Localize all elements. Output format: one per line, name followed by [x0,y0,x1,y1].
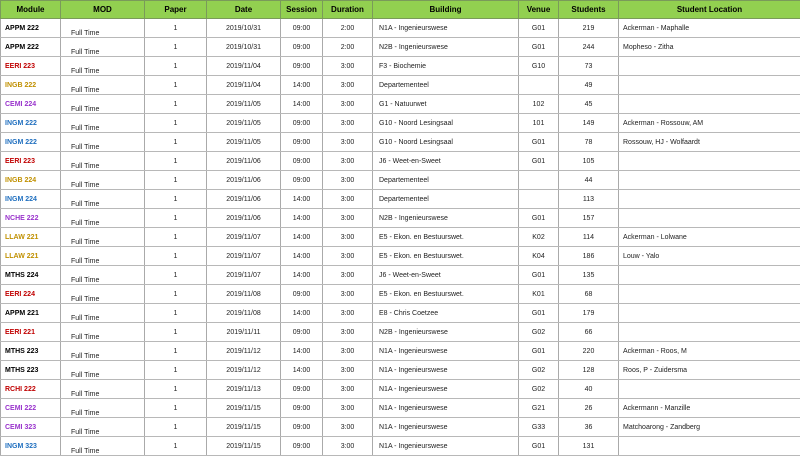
session-cell: 14:00 [281,76,323,95]
venue-cell: G01 [519,266,559,285]
mod-cell: Full Time [61,342,145,361]
module-cell: APPM 222 [1,38,61,57]
duration-cell: 3:00 [323,342,373,361]
venue-cell: G02 [519,380,559,399]
module-cell: APPM 221 [1,304,61,323]
column-header: Module [1,1,61,19]
table-row [1,266,800,285]
date-cell: 2019/11/07 [207,266,281,285]
mod-cell: Full Time [61,152,145,171]
paper-cell: 1 [145,437,207,456]
module-cell: LLAW 221 [1,247,61,266]
date-cell: 2019/11/12 [207,361,281,380]
students-cell: 68 [559,285,619,304]
duration-cell: 3:00 [323,95,373,114]
module-cell: EERI 223 [1,57,61,76]
venue-cell: G01 [519,38,559,57]
session-cell: 09:00 [281,171,323,190]
module-cell: INGM 222 [1,114,61,133]
table-row [1,304,800,323]
students-cell: 36 [559,418,619,437]
date-cell: 2019/11/05 [207,133,281,152]
duration-cell: 3:00 [323,133,373,152]
module-cell: EERI 221 [1,323,61,342]
venue-cell: G10 [519,57,559,76]
building-cell: J6 - Weet-en-Sweet [373,152,519,171]
students-cell: 113 [559,190,619,209]
venue-cell: K01 [519,285,559,304]
table-row [1,361,800,380]
table-row [1,19,800,38]
paper-cell: 1 [145,247,207,266]
venue-cell: K04 [519,247,559,266]
mod-cell: Full Time [61,228,145,247]
session-cell: 14:00 [281,95,323,114]
column-header: Paper [145,1,207,19]
duration-cell: 2:00 [323,19,373,38]
student-location-cell [619,57,800,76]
module-cell: LLAW 221 [1,228,61,247]
date-cell: 2019/11/06 [207,152,281,171]
table-row [1,152,800,171]
student-location-cell: Roos, P - Zuidersma [619,361,800,380]
mod-cell: Full Time [61,323,145,342]
session-cell: 09:00 [281,418,323,437]
module-cell: RCHI 222 [1,380,61,399]
building-cell: Departementeel [373,76,519,95]
date-cell: 2019/11/07 [207,247,281,266]
student-location-cell [619,171,800,190]
student-location-cell [619,437,800,456]
date-cell: 2019/11/06 [207,190,281,209]
module-cell: EERI 223 [1,152,61,171]
paper-cell: 1 [145,171,207,190]
students-cell: 244 [559,38,619,57]
column-header: Students [559,1,619,19]
module-cell: MTHS 223 [1,342,61,361]
mod-cell: Full Time [61,95,145,114]
venue-cell: G01 [519,19,559,38]
mod-cell: Full Time [61,285,145,304]
duration-cell: 3:00 [323,171,373,190]
building-cell: N1A - Ingenieurswese [373,380,519,399]
mod-cell: Full Time [61,57,145,76]
building-cell: E5 - Ekon. en Bestuurswet. [373,285,519,304]
paper-cell: 1 [145,19,207,38]
date-cell: 2019/11/07 [207,228,281,247]
students-cell: 73 [559,57,619,76]
paper-cell: 1 [145,228,207,247]
table-row [1,114,800,133]
duration-cell: 3:00 [323,114,373,133]
module-cell: INGM 224 [1,190,61,209]
module-cell: MTHS 223 [1,361,61,380]
paper-cell: 1 [145,95,207,114]
paper-cell: 1 [145,190,207,209]
student-location-cell: Rossouw, HJ - Wolfaardt [619,133,800,152]
session-cell: 14:00 [281,247,323,266]
date-cell: 2019/10/31 [207,38,281,57]
students-cell: 66 [559,323,619,342]
module-cell: EERI 224 [1,285,61,304]
venue-cell: G01 [519,342,559,361]
building-cell: N1A - Ingenieurswese [373,437,519,456]
paper-cell: 1 [145,380,207,399]
student-location-cell [619,95,800,114]
session-cell: 14:00 [281,361,323,380]
module-cell: MTHS 224 [1,266,61,285]
mod-cell: Full Time [61,38,145,57]
module-cell: CEMI 224 [1,95,61,114]
table-row [1,399,800,418]
students-cell: 220 [559,342,619,361]
duration-cell: 3:00 [323,323,373,342]
building-cell: E8 - Chris Coetzee [373,304,519,323]
venue-cell [519,171,559,190]
mod-cell: Full Time [61,171,145,190]
column-header: Date [207,1,281,19]
column-header: Venue [519,1,559,19]
paper-cell: 1 [145,304,207,323]
paper-cell: 1 [145,114,207,133]
session-cell: 09:00 [281,380,323,399]
paper-cell: 1 [145,266,207,285]
table-row [1,171,800,190]
mod-cell: Full Time [61,190,145,209]
session-cell: 14:00 [281,190,323,209]
session-cell: 09:00 [281,19,323,38]
students-cell: 135 [559,266,619,285]
venue-cell: 102 [519,95,559,114]
session-cell: 09:00 [281,133,323,152]
column-header: Duration [323,1,373,19]
date-cell: 2019/11/06 [207,171,281,190]
building-cell: N2B - Ingenieurswese [373,209,519,228]
mod-cell: Full Time [61,133,145,152]
student-location-cell: Ackermann - Manzille [619,399,800,418]
duration-cell: 3:00 [323,152,373,171]
building-cell: N1A - Ingenieurswese [373,361,519,380]
student-location-cell [619,380,800,399]
date-cell: 2019/11/06 [207,209,281,228]
date-cell: 2019/11/04 [207,76,281,95]
mod-cell: Full Time [61,304,145,323]
mod-cell: Full Time [61,247,145,266]
table-row [1,380,800,399]
paper-cell: 1 [145,38,207,57]
mod-cell: Full Time [61,19,145,38]
students-cell: 157 [559,209,619,228]
student-location-cell: Ackerman - Lolwane [619,228,800,247]
student-location-cell [619,304,800,323]
session-cell: 09:00 [281,38,323,57]
duration-cell: 3:00 [323,304,373,323]
student-location-cell: Louw - Yalo [619,247,800,266]
duration-cell: 2:00 [323,38,373,57]
date-cell: 2019/10/31 [207,19,281,38]
column-header: MOD [61,1,145,19]
mod-cell: Full Time [61,76,145,95]
duration-cell: 3:00 [323,399,373,418]
mod-cell: Full Time [61,114,145,133]
paper-cell: 1 [145,323,207,342]
session-cell: 14:00 [281,266,323,285]
duration-cell: 3:00 [323,361,373,380]
module-cell: CEMI 222 [1,399,61,418]
mod-cell: Full Time [61,209,145,228]
venue-cell: G21 [519,399,559,418]
student-location-cell [619,285,800,304]
date-cell: 2019/11/05 [207,114,281,133]
paper-cell: 1 [145,361,207,380]
session-cell: 14:00 [281,228,323,247]
venue-cell: G01 [519,304,559,323]
session-cell: 09:00 [281,437,323,456]
column-header: Student Location [619,1,800,19]
duration-cell: 3:00 [323,418,373,437]
duration-cell: 3:00 [323,247,373,266]
venue-cell: G01 [519,152,559,171]
paper-cell: 1 [145,76,207,95]
table-row [1,247,800,266]
building-cell: G1 - Natuurwet [373,95,519,114]
column-header: Session [281,1,323,19]
date-cell: 2019/11/15 [207,418,281,437]
date-cell: 2019/11/08 [207,304,281,323]
session-cell: 14:00 [281,342,323,361]
session-cell: 09:00 [281,57,323,76]
mod-cell: Full Time [61,399,145,418]
duration-cell: 3:00 [323,380,373,399]
venue-cell: G02 [519,323,559,342]
mod-cell: Full Time [61,418,145,437]
table-row [1,437,800,456]
student-location-cell: Mopheso - Zitha [619,38,800,57]
venue-cell: G33 [519,418,559,437]
session-cell: 09:00 [281,399,323,418]
student-location-cell [619,76,800,95]
date-cell: 2019/11/04 [207,57,281,76]
building-cell: G10 - Noord Lesingsaal [373,133,519,152]
student-location-cell: Matchoarong - Zandberg [619,418,800,437]
mod-cell: Full Time [61,266,145,285]
column-header: Building [373,1,519,19]
building-cell: N1A - Ingenieurswese [373,399,519,418]
paper-cell: 1 [145,209,207,228]
building-cell: F3 - Biochemie [373,57,519,76]
date-cell: 2019/11/15 [207,399,281,418]
students-cell: 40 [559,380,619,399]
session-cell: 14:00 [281,304,323,323]
module-cell: INGB 222 [1,76,61,95]
venue-cell: G01 [519,437,559,456]
table-row [1,190,800,209]
duration-cell: 3:00 [323,76,373,95]
venue-cell: 101 [519,114,559,133]
students-cell: 49 [559,76,619,95]
date-cell: 2019/11/13 [207,380,281,399]
paper-cell: 1 [145,285,207,304]
students-cell: 179 [559,304,619,323]
venue-cell: G01 [519,133,559,152]
table-row [1,285,800,304]
building-cell: N1A - Ingenieurswese [373,19,519,38]
students-cell: 128 [559,361,619,380]
table-row [1,57,800,76]
table-row [1,342,800,361]
students-cell: 114 [559,228,619,247]
module-cell: CEMI 323 [1,418,61,437]
building-cell: Departementeel [373,171,519,190]
student-location-cell: Ackerman - Rossouw, AM [619,114,800,133]
table-row [1,133,800,152]
student-location-cell: Ackerman - Roos, M [619,342,800,361]
module-cell: INGM 323 [1,437,61,456]
venue-cell [519,76,559,95]
module-cell: INGB 224 [1,171,61,190]
date-cell: 2019/11/08 [207,285,281,304]
session-cell: 09:00 [281,323,323,342]
header-row [1,1,800,19]
building-cell: E5 - Ekon. en Bestuurswet. [373,228,519,247]
date-cell: 2019/11/11 [207,323,281,342]
session-cell: 09:00 [281,285,323,304]
duration-cell: 3:00 [323,228,373,247]
date-cell: 2019/11/12 [207,342,281,361]
building-cell: E5 - Ekon. en Bestuurswet. [373,247,519,266]
duration-cell: 3:00 [323,57,373,76]
table-row [1,418,800,437]
building-cell: N1A - Ingenieurswese [373,342,519,361]
session-cell: 09:00 [281,114,323,133]
building-cell: J6 - Weet-en-Sweet [373,266,519,285]
students-cell: 186 [559,247,619,266]
venue-cell: G01 [519,209,559,228]
duration-cell: 3:00 [323,285,373,304]
building-cell: Departementeel [373,190,519,209]
date-cell: 2019/11/15 [207,437,281,456]
students-cell: 149 [559,114,619,133]
students-cell: 131 [559,437,619,456]
venue-cell: G02 [519,361,559,380]
mod-cell: Full Time [61,437,145,456]
session-cell: 09:00 [281,152,323,171]
session-cell: 14:00 [281,209,323,228]
paper-cell: 1 [145,57,207,76]
mod-cell: Full Time [61,361,145,380]
students-cell: 26 [559,399,619,418]
student-location-cell [619,152,800,171]
duration-cell: 3:00 [323,437,373,456]
paper-cell: 1 [145,152,207,171]
building-cell: G10 - Noord Lesingsaal [373,114,519,133]
building-cell: N2B - Ingenieurswese [373,38,519,57]
table-row [1,323,800,342]
student-location-cell [619,209,800,228]
building-cell: N2B - Ingenieurswese [373,323,519,342]
paper-cell: 1 [145,399,207,418]
student-location-cell [619,266,800,285]
table-row [1,95,800,114]
table-row [1,228,800,247]
students-cell: 78 [559,133,619,152]
duration-cell: 3:00 [323,209,373,228]
module-cell: INGM 222 [1,133,61,152]
date-cell: 2019/11/05 [207,95,281,114]
students-cell: 45 [559,95,619,114]
students-cell: 219 [559,19,619,38]
mod-cell: Full Time [61,380,145,399]
student-location-cell [619,323,800,342]
students-cell: 44 [559,171,619,190]
duration-cell: 3:00 [323,266,373,285]
paper-cell: 1 [145,133,207,152]
paper-cell: 1 [145,342,207,361]
module-cell: APPM 222 [1,19,61,38]
duration-cell: 3:00 [323,190,373,209]
table-row [1,38,800,57]
student-location-cell [619,190,800,209]
table-row [1,209,800,228]
module-cell: NCHE 222 [1,209,61,228]
building-cell: N1A - Ingenieurswese [373,418,519,437]
venue-cell [519,190,559,209]
table-row [1,76,800,95]
paper-cell: 1 [145,418,207,437]
students-cell: 105 [559,152,619,171]
student-location-cell: Ackerman - Maphalle [619,19,800,38]
venue-cell: K02 [519,228,559,247]
table-body [1,19,800,456]
